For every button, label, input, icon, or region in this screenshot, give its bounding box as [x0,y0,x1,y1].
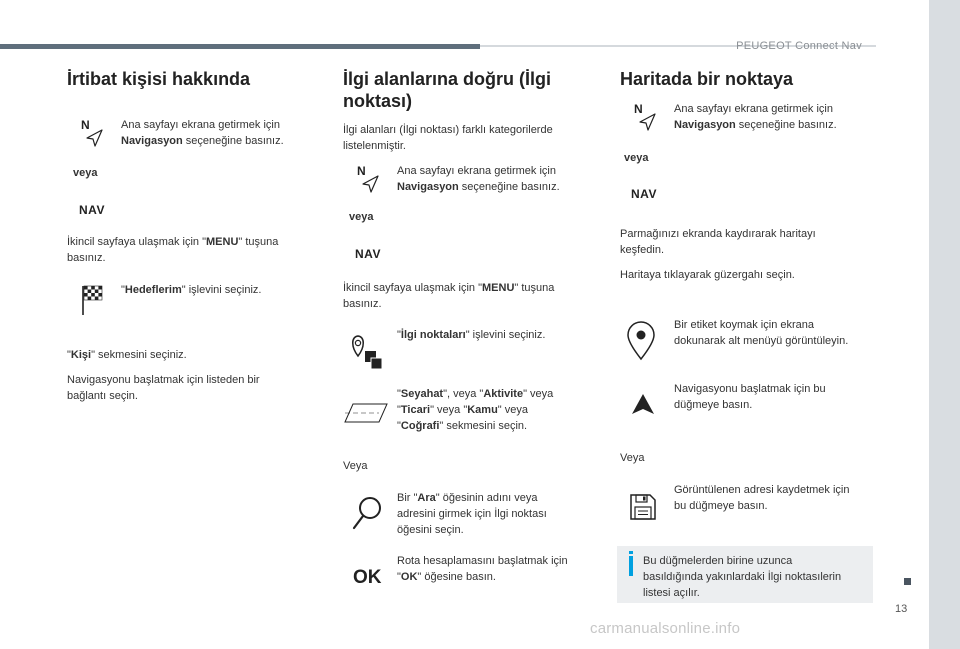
col3-step1: Ana sayfayı ekrana getirmek için Navigasyon seçeneğine basınız. [674,103,837,131]
side-band [929,0,960,649]
watermark: carmanualsonline.info [590,620,741,637]
col2-intro: İlgi alanları (İlgi noktası) farklı kategorilerde listelenmiştir. [343,124,553,152]
col2-step6: Rota hesaplamasını başlatmak için "OK" öğesine basın. [397,555,568,583]
col2-step2: İkincil sayfaya ulaşmak için "MENU" tuşuna basınız. [343,282,555,310]
col3-step3: Haritaya tıklayarak güzergahı seçin. [620,269,795,281]
col1-step4: "Kişi" sekmesini seçiniz. [67,349,187,361]
col1-step3: "Hedeflerim" işlevini seçiniz. [121,284,262,296]
checkered-flag-icon [81,284,103,316]
brand-label: PEUGEOT Connect Nav [736,40,862,52]
col1-step1: Ana sayfayı ekrana getirmek için Navigasyon seçeneğine basınız. [121,119,284,147]
tip-text: Bu düğmelerden birine uzunca basıldığında yakınlardaki İlgi noktasılerin listesi açılır. [643,555,842,599]
col3-step6: Görüntülenen adresi kaydetmek için bu düğmeye basın. [674,484,850,512]
header-bar [0,44,480,49]
col3-veya-alt: Veya [620,452,645,464]
col1-step5: Navigasyonu başlatmak için listeden bir bağlantı seçin. [67,374,260,402]
ok-label: OK [353,567,382,588]
n-letter: N [81,118,90,132]
col2-veya: veya [349,211,374,223]
info-icon-bar [629,556,633,576]
map-pin-icon [626,321,656,361]
page-number: 13 [895,603,908,615]
col3-nav-label: NAV [631,187,657,201]
navigation-arrow-icon [629,102,657,132]
col1-step2: İkincil sayfaya ulaşmak için "MENU" tuşuna basınız. [67,236,279,264]
road-icon [343,400,389,426]
col2-step5: Bir "Ara" öğesinin adını veya adresini girmek için İlgi noktası öğesini seçin. [397,492,547,536]
section-title-contact: İrtibat kişisi hakkında [67,69,251,89]
col2-step4: "Seyahat", veya "Aktivite" veya "Ticari" veya "Kamu" veya "Coğrafi" sekmesini seçin. [397,388,554,432]
section-title-map-point: Haritada bir noktaya [620,69,794,89]
col2-veya-alt: Veya [343,460,368,472]
col3-step5: Navigasyonu başlatmak için bu düğmeye basın. [674,383,826,411]
navigate-arrow-icon [630,392,656,418]
page-marker [904,578,911,585]
navigation-arrow-icon [352,164,380,194]
col3-veya: veya [624,152,649,164]
navigation-arrow-icon [76,118,104,148]
col2-nav-label: NAV [355,247,381,261]
col1-nav-label: NAV [79,203,105,217]
n-letter: N [634,102,643,116]
poi-icon [348,332,384,372]
section-title-poi: İlgi alanlarına doğru (İlgi noktası) [343,69,552,111]
col2-step3: "İlgi noktaları" işlevini seçiniz. [397,329,546,341]
col2-step1: Ana sayfayı ekrana getirmek için Navigasyon seçeneğine basınız. [397,165,560,193]
info-icon [629,551,633,554]
col3-step2: Parmağınızı ekranda kaydırarak haritayı keşfedin. [620,228,816,256]
search-icon [350,495,384,531]
col1-veya: veya [73,167,98,179]
n-letter: N [357,164,366,178]
col3-step4: Bir etiket koymak için ekrana dokunarak alt menüyü görüntüleyin. [674,319,849,347]
save-icon [628,492,658,522]
